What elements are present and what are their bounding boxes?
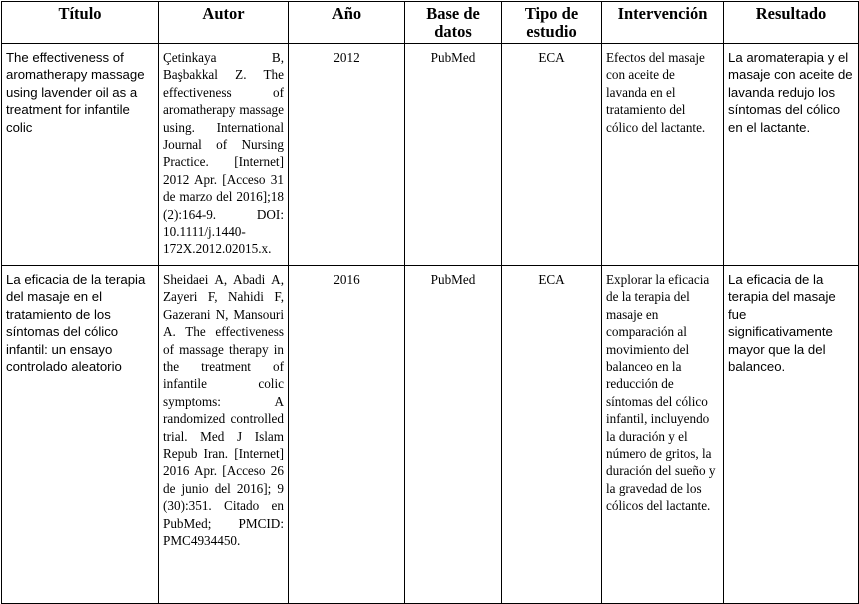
- cell-base-de-datos: [405, 266, 502, 604]
- cell-intervencion: [602, 266, 724, 604]
- cell-autor: [159, 44, 289, 266]
- cell-text: The effectiveness of aromatherapy massage using lavender oil as a treatment for infantile colic: [6, 50, 145, 135]
- cell-text: PubMed: [430, 272, 476, 287]
- header-row: [2, 2, 859, 44]
- cell-text: PubMed: [430, 50, 476, 65]
- table-row: [2, 44, 859, 266]
- header-intervencion: Intervención: [602, 2, 724, 44]
- header-tipo-de-estudio: Tipo de estudio: [502, 2, 602, 44]
- cell-text: Sheidaei A, Abadi A, Zayeri F, Nahidi F, Gazerani N, Mansouri A. The effectiveness of massage therapy in the treatment of infantile colic symptoms: A randomized controlled trial. Med J Islam Repub Iran. [Internet] 2016 Apr. [Acceso 26 de junio del 2016]; 9 (30):351. Citado en PubMed; PMCID: PMC4934450.: [163, 272, 284, 549]
- cell-titulo: [2, 44, 159, 266]
- cell-autor: [159, 266, 289, 604]
- studies-table: [1, 1, 859, 604]
- cell-resultado: [724, 266, 859, 604]
- cell-tipo-de-estudio: [502, 266, 602, 604]
- table-row: [2, 266, 859, 604]
- cell-text: ECA: [538, 50, 565, 65]
- cell-titulo: [2, 266, 159, 604]
- cell-text: La aromaterapia y el masaje con aceite de lavanda redujo los síntomas del cólico en el lactante.: [728, 50, 853, 135]
- cell-text: Çetinkaya B, Başbakkal Z. The effectiveness of aromatherapy massage using. International Journal of Nursing Practice. [Internet] 2012 Apr. [Acceso 31 de marzo del 2016];18 (2):164-9. DOI: 10.1111/j.1440-172X.2012.02015.x.: [163, 50, 284, 257]
- cell-anio: [289, 44, 405, 266]
- header-base-de-datos: Base de datos: [405, 2, 502, 44]
- header-autor: Autor: [159, 2, 289, 44]
- cell-resultado: [724, 44, 859, 266]
- header-resultado: Resultado: [724, 2, 859, 44]
- cell-text: ECA: [538, 272, 565, 287]
- cell-text: 2012: [333, 50, 360, 65]
- cell-text: Efectos del masaje con aceite de lavanda en el tratamiento del cólico del lactante.: [606, 50, 706, 135]
- cell-text: Explorar la eficacia de la terapia del masaje en comparación al movimiento del balanceo en la reducción de síntomas del cólico infantil, incluyendo la duración y el número de gritos, la duración del sueño y la gravedad de los cólicos del lactante.: [606, 272, 716, 514]
- cell-anio: [289, 266, 405, 604]
- header-titulo: Título: [2, 2, 159, 44]
- cell-text: La eficacia de la terapia del masaje fue significativamente mayor que la del balanceo.: [728, 272, 836, 375]
- cell-text: La eficacia de la terapia del masaje en el tratamiento de los síntomas del cólico infantil: un ensayo controlado aleatorio: [6, 272, 146, 375]
- cell-intervencion: [602, 44, 724, 266]
- header-anio: Año: [289, 2, 405, 44]
- cell-tipo-de-estudio: [502, 44, 602, 266]
- cell-base-de-datos: [405, 44, 502, 266]
- cell-text: 2016: [333, 272, 360, 287]
